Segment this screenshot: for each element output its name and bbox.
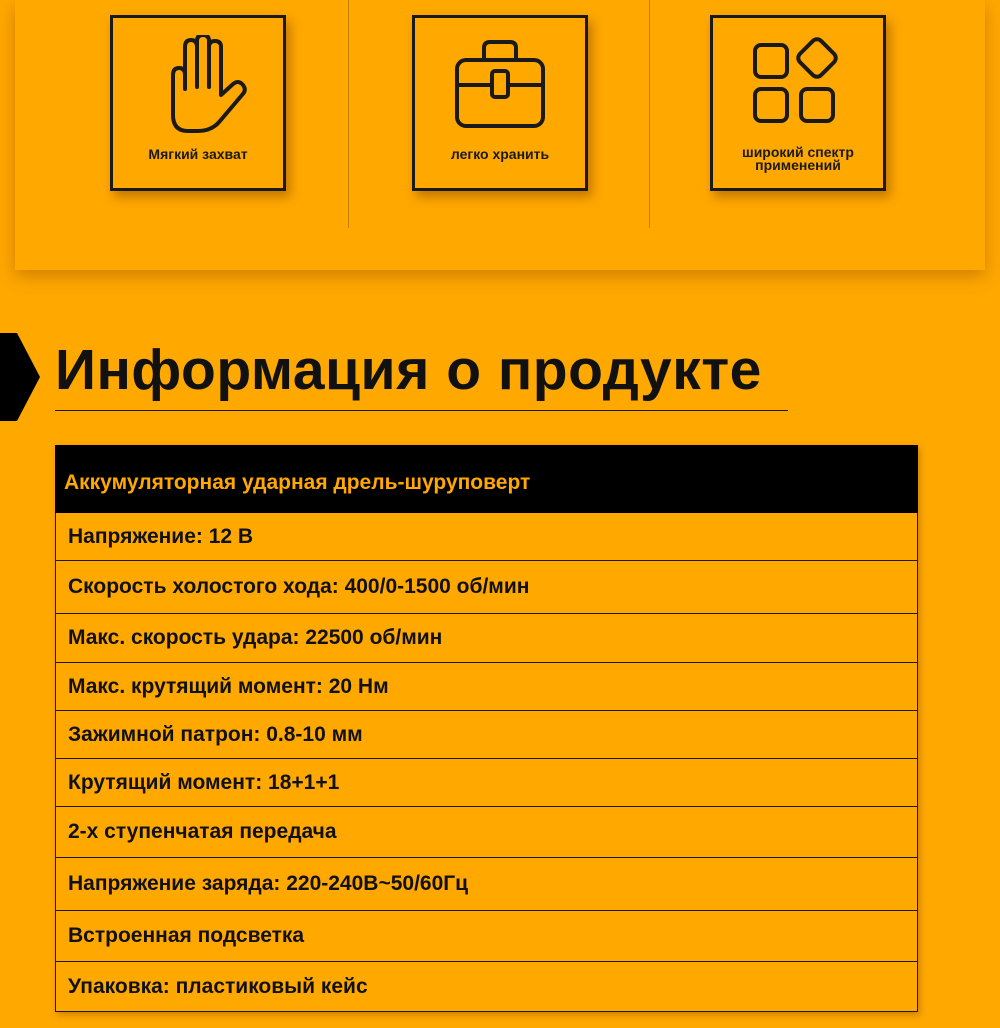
table-row: Крутящий момент: 18+1+1 — [55, 759, 918, 807]
spec-table — [55, 445, 918, 1012]
title-underline — [55, 410, 788, 411]
feature-card-easy-storage — [412, 15, 588, 191]
feature-card-soft-grip — [110, 15, 286, 191]
toolbox-icon — [450, 35, 550, 135]
table-row: Макс. крутящий момент: 20 Нм — [55, 663, 918, 711]
apps-grid-icon — [748, 35, 848, 135]
hand-icon — [148, 35, 248, 135]
feature-label: Мягкий захват — [148, 146, 248, 162]
table-row: Упаковка: пластиковый кейс — [55, 962, 918, 1012]
spec-table-header: Аккумуляторная ударная дрель-шуруповерт — [55, 445, 918, 513]
table-row: Напряжение: 12 В — [55, 513, 918, 561]
section-title: Информация о продукте — [55, 338, 762, 402]
table-row: Напряжение заряда: 220-240В~50/60Гц — [55, 858, 918, 911]
table-row: Встроенная подсветка — [55, 911, 918, 962]
feature-label: широкий спектр применений — [742, 144, 854, 173]
feature-divider — [649, 0, 650, 228]
section-arrow-icon — [0, 333, 40, 421]
table-row: Скорость холостого хода: 400/0-1500 об/мин — [55, 561, 918, 614]
feature-card-wide-range — [710, 15, 886, 191]
table-row: 2-х ступенчатая передача — [55, 807, 918, 858]
features-panel — [15, 0, 985, 270]
feature-label: легко хранить — [450, 146, 550, 162]
table-row: Зажимной патрон: 0.8-10 мм — [55, 711, 918, 759]
table-row: Макс. скорость удара: 22500 об/мин — [55, 614, 918, 663]
feature-divider — [348, 0, 349, 228]
